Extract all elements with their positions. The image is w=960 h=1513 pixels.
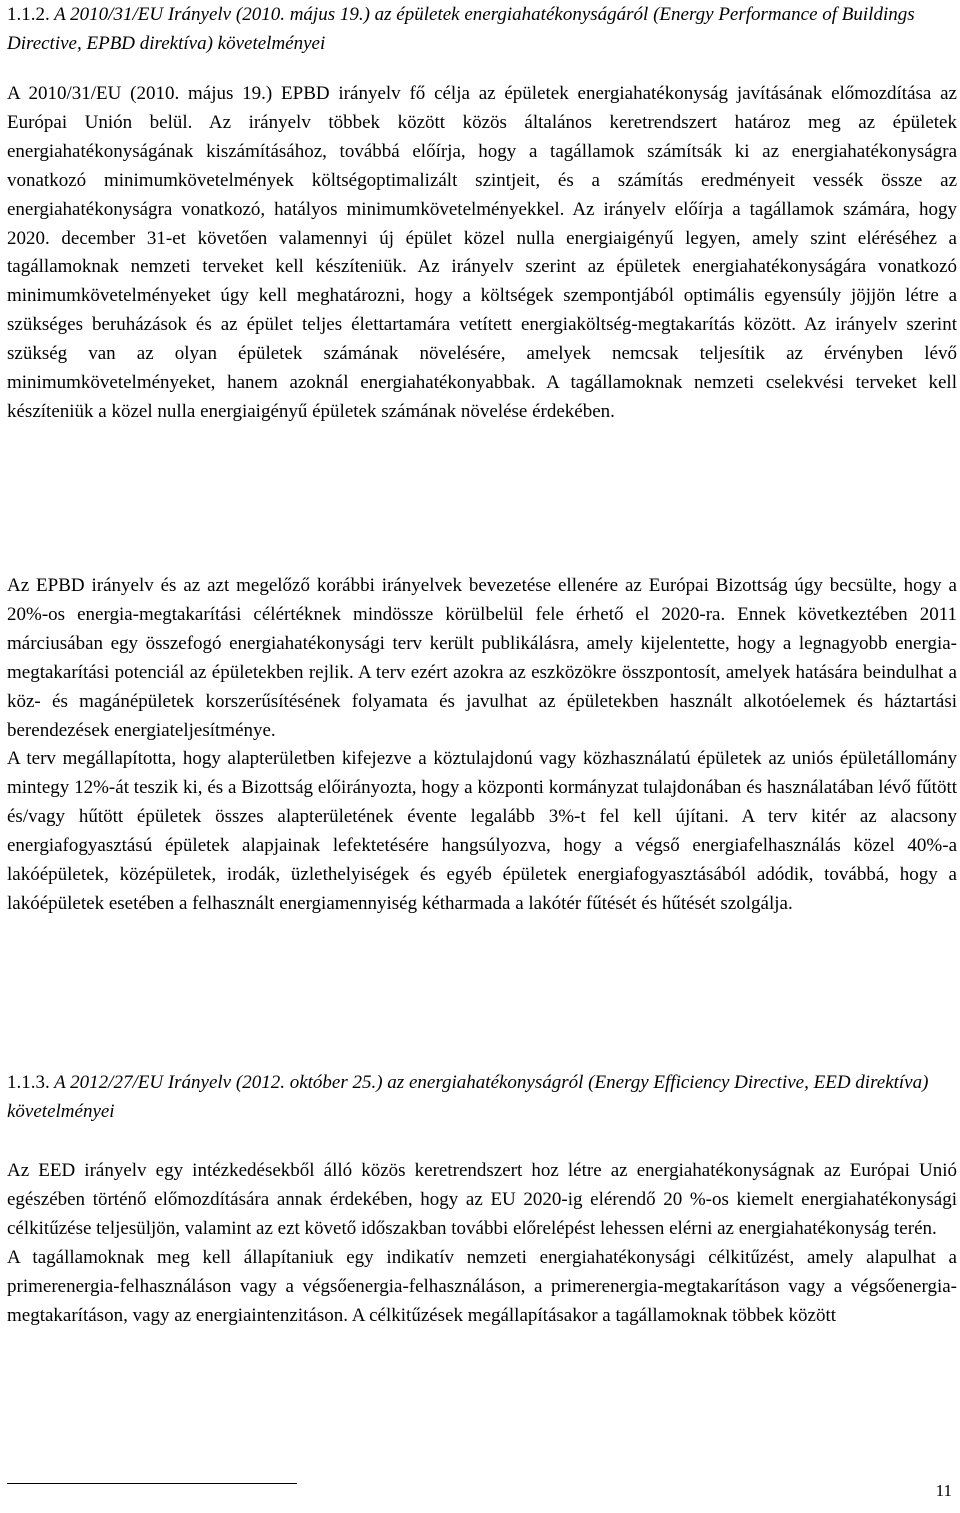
section-title: A 2012/27/EU Irányelv (2012. október 25.) az energiahatékonyságról (Energy Efficiency Directive, EED direktíva) követelményei [7,1072,929,1122]
paragraph-epbd-savings: Az EPBD irányelv és az azt megelőző korábbi irányelvek bevezetése ellenére az Európai Bizottság úgy becsülte, hogy a 20%-os energia-megtakarítási célértéknek mindössze körülbelül fele érhető el 2020-ra. Ennek következtében 2011 márciusában egy összefogó energiahatékonysági terv került publikálásra, amely kijelentette, hogy a legnagyobb energia-megtakarítási potenciál az épületekben rejlik. A terv ezért azokra az eszközökre összpontosít, amelyek hatására beindulhat a köz- és magánépületek korszerűsítésének folyamata és javulhat az épületekben használt alkotóelemek és háztartási berendezések energiateljesítménye. [7,575,957,741]
paragraph-eed-targets: A tagállamoknak meg kell állapítaniuk egy indikatív nemzeti energiahatékonysági célkitűzést, amely alapulhat a primerenergia-felhasználáson vagy a végsőenergia-felhasználáson, a primerenergia-megtakarításon vagy a végsőenergia-megtakarításon, vagy az energiaintenzitáson. A célkitűzések megállapításakor a tagállamoknak többek között [7,1246,957,1326]
paragraph-epbd-plan: A terv megállapította, hogy alapterületben kifejezve a köztulajdonú vagy közhasználatú épületek az uniós épületállomány mintegy 12%-át teszik ki, és a Bizottság előirányozta, hogy a központi kormányzat tulajdonában és használatában lévő fűtött és/vagy hűtött épületek összes alapterületének évente legalább 3%-t fel kell újítani. A terv kitér az alacsony energiafogyasztású épületek alapjainak lefektetésére hangsúlyozva, hogy a végső energiafelhasználás közel 40%-a lakóépületek, középületek, irodák, üzlethelyiségek és egyéb épületek energiafogyasztásából adódik, továbbá, hogy a lakóépületek esetében a felhasznált energiamennyiség kétharmada a lakótér fűtését és hűtését szolgálja. [7,748,957,914]
paragraph-epbd-goal: A 2010/31/EU (2010. május 19.) EPBD irányelv fő célja az épületek energiahatékonyság javításának előmozdítása az Európai Unión belül. Az irányelv többek között közös általános keretrendszert határoz meg az épületek energiahatékonyságának kiszámításához, továbbá előírja, hogy a tagállamok számítsák ki az energiahatékonyságra vonatkozó minimumkövetelmények költségoptimalizált szintjeit, és a számítás eredményeit vessék össze az energiahatékonyságra vonatkozó, hatályos minimumkövetelményekkel. Az irányelv előírja a tagállamok számára, hogy 2020. december 31-et követően valamennyi új épület közel nulla energiaigényű legyen, amely szint eléréséhez a tagállamoknak nemzeti terveket kell készíteniük. Az irányelv szerint az épületek energiahatékonyságára vonatkozó minimumkövetelményeket úgy kell meghatározni, hogy a költségek szempontjából optimális egyensúly jöjjön létre a szükséges beruházások és az épület teljes élettartamára vetített energiaköltség-megtakarítás között. Az irányelv szerint szükség van az olyan épületek számának növelésére, amelyek nemcsak teljesítik az érvényben lévő minimumkövetelményeket, hanem azoknál energiahatékonyabbak. A tagállamoknak nemzeti cselekvési terveket kell készíteniük a közel nulla energiaigényű épületek számának növelése érdekében. [7,83,957,422]
footnote-divider [7,1483,297,1484]
page-number: 11 [935,1481,952,1500]
section-heading-epbd [7,0,957,58]
paragraph-eed [7,1157,957,1330]
paragraph-epbd-assessment [7,572,957,919]
section-title: A 2010/31/EU Irányelv (2010. május 19.) az épületek energiahatékonyságáról (Energy Performance of Buildings Directive, EPBD direktíva) követelményei [7,4,915,54]
paragraph-eed-framework: Az EED irányelv egy intézkedésekből álló közös keretrendszert hoz létre az energiahatékonyságnak az Európai Unió egészében történő előmozdítására annak érdekében, hogy az EU 2020-ig elérendő 20 %-os kiemelt energiahatékonysági célkitűzése teljesüljön, valamint az ezt követő időszakban további előrelépést lehessen elérni az energiahatékonyság terén. [7,1160,957,1239]
section-number: 1.1.3. [7,1072,50,1093]
section-heading-eed [7,1068,957,1126]
section-number: 1.1.2. [7,4,50,25]
